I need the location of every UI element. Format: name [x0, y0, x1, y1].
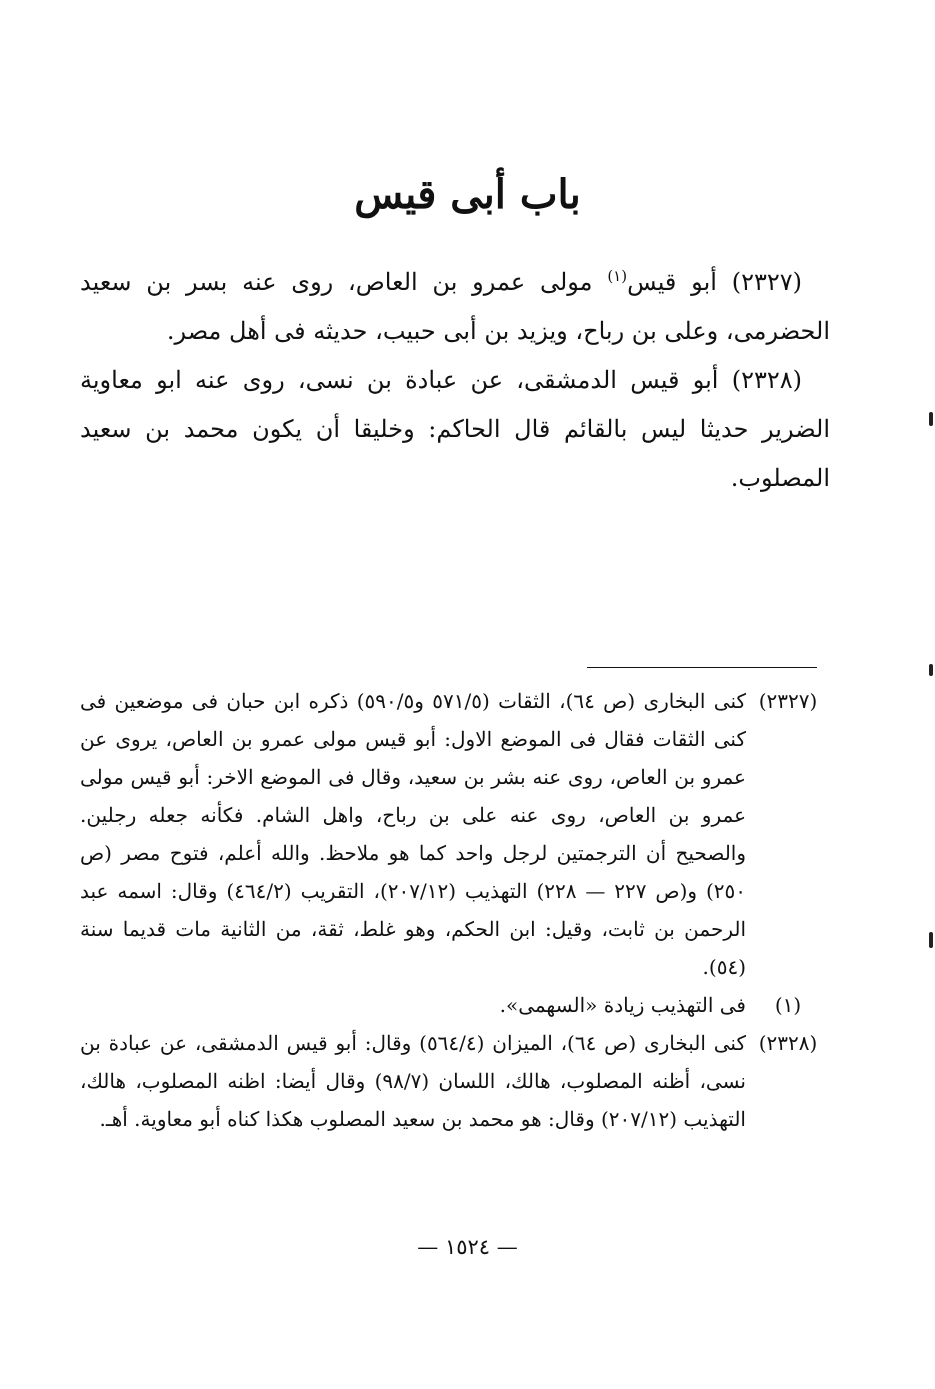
footnote-2328	[80, 1024, 830, 1138]
entries-section	[80, 258, 830, 503]
scan-edge-mark	[929, 664, 933, 676]
entry-text: أبو قيس الدمشقى، عن عبادة بن نسى، روى عنه ابو معاوية الضرير حديثا ليس بالقائم قال الحاكم: وخليقا أن يكون محمد بن سعيد المصلوب.	[80, 366, 830, 492]
scan-edge-mark	[929, 932, 933, 948]
entry-number: (٢٣٢٧)	[731, 268, 803, 296]
footnotes-section	[80, 682, 830, 1138]
footnote-separator	[587, 667, 817, 668]
chapter-title: باب أبى قيس	[354, 171, 581, 218]
footnote-text: فى التهذيب زيادة «السهمى».	[499, 993, 746, 1017]
page-number: — ١٥٢٤ —	[417, 1235, 518, 1259]
footnote-label: (٢٣٢٨)	[758, 1031, 818, 1055]
footnote-text: كنى البخارى (ص ٦٤)، الثقات (٥٧١/٥ و٥٩٠/٥) ذكره ابن حبان فى موضعين فى كنى الثقات فقال فى الموضع الاول: أبو قيس مولى عمرو بن العاص، يروى عن عمرو بن العاص، روى عنه بشر بن سعيد، وقال فى الموضع الاخر: أبو قيس مولى عمرو بن العاص، روى عنه على بن رباح، واهل الشام. فكأنه جعله رجلين. والصحيح أن الترجمتين لرجل واحد كما هو ملاحظ. والله أعلم، فتوح مصر (ص ٢٥٠) و(ص ٢٢٧ — ٢٢٨) التهذيب (٢٠٧/١٢)، التقريب (٤٦٤/٢) وقال: اسمه عبد الرحمن بن ثابت، وقيل: ابن الحكم، وهو غلط، ثقة، من الثانية مات قديما سنة (٥٤).	[80, 689, 747, 979]
scan-edge-mark	[929, 412, 933, 426]
entry-2327	[80, 258, 830, 356]
entry-number: (٢٣٢٨)	[731, 366, 802, 394]
footnote-text: كنى البخارى (ص ٦٤)، الميزان (٥٦٤/٤) وقال: أبو قيس الدمشقى، عن عبادة بن نسى، أظنه المصلوب، هالك، اللسان (٩٨/٧) وقال أيضا: اظنه المصلوب، هالك، التهذيب (٢٠٧/١٢) وقال: هو محمد بن سعيد المصلوب هكذا كناه أبو معاوية. أهـ.	[80, 1031, 746, 1131]
entry-head: أبو قيس	[627, 268, 717, 296]
footnote-2327	[80, 682, 830, 986]
entry-2328	[80, 356, 830, 503]
footnote-label: (٢٣٢٧)	[758, 689, 818, 713]
footnote-label: (١)	[774, 993, 802, 1017]
entry-text: مولى عمرو بن العاص، روى عنه بسر بن سعيد الحضرمى، وعلى بن رباح، ويزيد بن أبى حبيب، حديثه فى أهل مصر.	[80, 268, 830, 345]
footnote-marker: (١)	[607, 267, 628, 285]
footnote-1	[80, 986, 830, 1024]
